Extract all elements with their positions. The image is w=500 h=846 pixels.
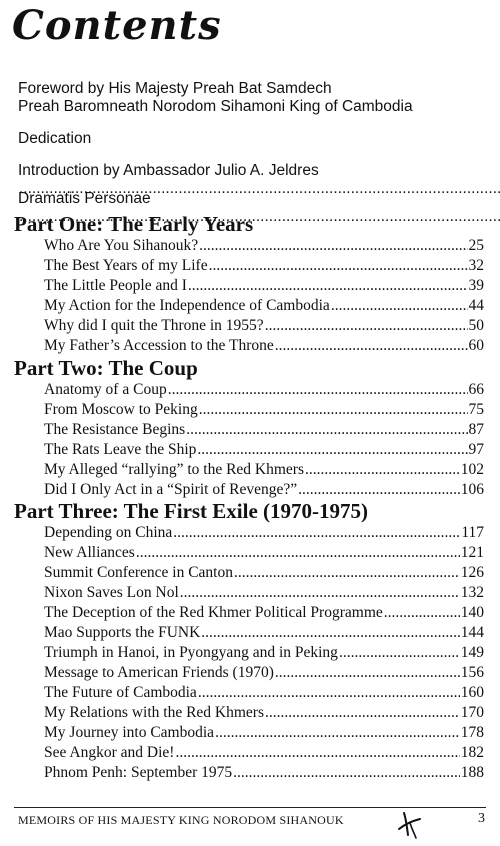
toc-entry [44,337,484,354]
toc-entry [44,381,484,398]
entry-title: The Best Years of my Life [44,257,208,274]
dedication-entry: Dedication [18,130,92,147]
entry-page-number: 178 [460,724,484,741]
leader-dots [180,584,460,601]
entry-title: The Resistance Begins [44,421,186,438]
leader-dots [197,441,467,458]
leader-dots [275,664,460,681]
part-heading: Part Three: The First Exile (1970-1975) [14,499,369,523]
leader-dots [186,421,467,438]
entry-page-number: 126 [460,564,484,581]
toc-entry [44,237,484,254]
toc-entry [44,481,484,498]
toc-entry [44,624,484,641]
leader-dots [234,564,460,581]
entry-title: The Future of Cambodia [44,684,197,701]
dramatis-title: Dramatis Personae [18,190,151,207]
entry-page-number: 87 [468,421,484,438]
entry-title: See Angkor and Die! [44,744,175,761]
toc-entry [44,544,484,561]
entry-title: Nixon Saves Lon Nol [44,584,179,601]
entry-title: My Father’s Accession to the Throne [44,337,274,354]
entry-title: Who Are You Sihanouk? [44,237,199,254]
contents-heading: Contents [12,2,222,49]
toc-entry [44,441,484,458]
toc-entry [44,297,484,314]
toc-entry [44,524,484,541]
leader-dots [168,381,468,398]
entry-title: My Journey into Cambodia [44,724,215,741]
toc-entry [44,664,484,681]
entry-title: Phnom Penh: September 1975 [44,764,233,781]
entry-page-number: 106 [460,481,484,498]
entry-title: My Action for the Independence of Cambodia [44,297,330,314]
leader-dots [188,277,468,294]
entry-title: The Deception of the Red Khmer Political Programme [44,604,383,621]
leader-dots [305,461,460,478]
leader-dots [175,744,459,761]
entry-title: The Little People and I [44,277,187,294]
toc-entry [44,724,484,741]
entry-page-number: 156 [460,664,484,681]
part-heading: Part One: The Early Years [14,212,254,236]
leader-dots [136,544,460,561]
entry-title: Depending on China [44,524,173,541]
entry-page-number: 97 [468,441,484,458]
toc-entry [44,421,484,438]
leader-dots [265,317,468,334]
leader-dots [298,481,460,498]
entry-title: The Rats Leave the Ship [44,441,197,458]
entry-page-number: 66 [468,381,484,398]
entry-title: Triumph in Hanoi, in Pyongyang and in Peking [44,644,338,661]
entry-page-number: 39 [468,277,484,294]
entry-page-number: 132 [460,584,484,601]
entry-page-number: 50 [468,317,484,334]
entry-title: Did I Only Act in a “Spirit of Revenge?” [44,481,298,498]
leader-dots [384,604,460,621]
toc-entry [44,317,484,334]
entry-title: Mao Supports the FUNK [44,624,201,641]
entry-title: My Relations with the Red Khmers [44,704,264,721]
leader-dots [331,297,468,314]
foreword-line-1: Foreword by His Majesty Preah Bat Samdech [18,80,332,97]
introduction-title: Introduction by Ambassador Julio A. Jeldres [18,162,319,179]
foreword-entry [18,80,480,116]
part-heading: Part Two: The Coup [14,356,198,380]
leader-dots [339,644,460,661]
running-title: MEMOIRS OF HIS MAJESTY KING NORODOM SIHANOUK [18,813,344,827]
entry-title: Why did I quit the Throne in 1955? [44,317,264,334]
toc-entry [44,461,484,478]
leader-dots [198,684,460,701]
entry-title: My Alleged “rallying” to the Red Khmers [44,461,304,478]
leader-dots [265,704,460,721]
entry-page-number: 160 [460,684,484,701]
entry-page-number: 75 [468,401,484,418]
entry-title: Message to American Friends (1970) [44,664,274,681]
entry-title: Anatomy of a Coup [44,381,167,398]
toc-entry [44,277,484,294]
leader-dots [199,237,467,254]
leader-dots [199,401,468,418]
entry-page-number: 188 [460,764,484,781]
entry-page-number: 117 [461,524,484,541]
entry-title: New Alliances [44,544,135,561]
toc-entry [44,604,484,621]
foreword-line-2: Preah Baromneath Norodom Sihamoni King of Cambodia [18,98,413,115]
entry-page-number: 121 [460,544,484,561]
entry-page-number: 32 [468,257,484,274]
leader-dots [233,764,460,781]
entry-page-number: 60 [468,337,484,354]
entry-page-number: 44 [468,297,484,314]
entry-title: Summit Conference in Canton [44,564,233,581]
toc-entry [44,564,484,581]
entry-page-number: 102 [460,461,484,478]
toc-entry [44,704,484,721]
toc-entry [44,684,484,701]
toc-entry [44,584,484,601]
leader-dots [275,337,468,354]
entry-page-number: 182 [460,744,484,761]
entry-page-number: 149 [460,644,484,661]
leader-dots [201,624,459,641]
toc-entry [44,744,484,761]
entry-title: From Moscow to Peking [44,401,198,418]
toc-entry [44,764,484,781]
entry-page-number: 140 [460,604,484,621]
leader-dots [209,257,468,274]
entry-page-number: 144 [460,624,484,641]
handwritten-mark [396,805,424,841]
entry-page-number: 170 [460,704,484,721]
page-number: 3 [478,811,485,826]
entry-page-number: 25 [468,237,484,254]
toc-entry [44,401,484,418]
leader-dots [215,724,460,741]
toc-entry [44,644,484,661]
leader-dots [173,524,460,541]
toc-entry [44,257,484,274]
